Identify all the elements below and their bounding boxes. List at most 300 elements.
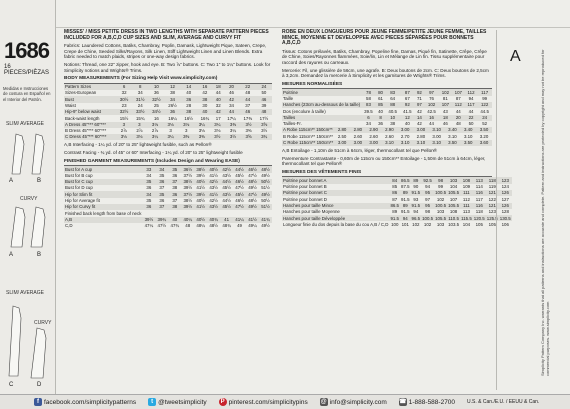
robe-value: 3.20 [479, 133, 489, 139]
yardage-value: 3⅛ [132, 134, 148, 140]
yardage-value: 3⅛ [147, 122, 163, 128]
finished-measurement-value: 41½ [246, 217, 259, 223]
yardage-value: 2⅞ [136, 128, 143, 134]
finished-measurement-value: 44½ [220, 179, 233, 185]
mesure-value: 97 [415, 102, 425, 108]
left-gutter [0, 0, 56, 409]
mesure-value: 42 [416, 108, 422, 114]
mesure-value: 40 [378, 108, 383, 114]
robe-value: 3.10 [429, 140, 445, 146]
finished-measurement-value: 40¼ [181, 217, 194, 223]
mesure-value: 43 [442, 108, 448, 114]
robe-value: 3.00 [397, 127, 413, 133]
yardage-value: 3½ [261, 128, 268, 134]
mesures-header: MESURES NORMALISÉES [282, 82, 492, 90]
finished-measurement-value: 47½ [233, 204, 246, 210]
french-finished-value: 99 [438, 184, 444, 190]
french-finished-value: 106 [501, 221, 509, 227]
body-measurement-value: 8 [132, 84, 148, 90]
view-letter-a: A [9, 178, 14, 184]
french-finished-row [282, 209, 512, 215]
finished-measurement-label: Hip for Curvy fit [64, 204, 142, 210]
finished-measurement-value: 39½ [183, 185, 192, 191]
english-notions: Notions: Thread, one 22" zipper, hook and eye. B: Two ⅞" buttons. C: Two 1" to 1¼" buttons. Look for Simplicity notions and Wrights® Trims. [64, 61, 271, 73]
finished-measurement-value: 34 [155, 166, 168, 172]
body-measurement-value: 26½ [168, 102, 177, 108]
french-finished-value: 123 [499, 177, 512, 183]
robe-value: 3.00 [413, 127, 429, 133]
finished-measurement-value: 40 [168, 217, 181, 223]
finished-measurement-row [64, 223, 272, 229]
mesure-value: 44.5 [480, 108, 489, 114]
french-finished-value: 97 [425, 196, 431, 202]
mesure-value: 87 [455, 95, 461, 101]
body-measurement-value: 36 [164, 109, 180, 115]
mesure-value: 42.5 [427, 108, 436, 114]
view-letter-a-2: A [9, 252, 14, 258]
mesure-value: 61 [378, 95, 383, 101]
body-measurement-value: 16½ [184, 115, 193, 121]
body-measurement-value: 17⅜ [243, 115, 252, 121]
finished-measurement-value: 44½ [233, 166, 246, 172]
finished-measurement-value: 38 [168, 204, 181, 210]
finished-measurement-value: 51½ [261, 185, 270, 191]
robe-value: 3.50 [476, 127, 492, 133]
body-measurement-value: 40 [186, 90, 192, 96]
body-measurement-value: 17¼ [227, 115, 236, 121]
finished-measurement-label: Hip for Average fit [65, 198, 100, 204]
twitter-link[interactable] [148, 398, 207, 406]
finished-measurement-value: 48½ [248, 198, 257, 204]
french-finished-value: 121 [486, 203, 499, 209]
french-finished-value: 105.5 [435, 215, 447, 221]
mesure-value: 107 [439, 102, 452, 108]
mesure-value: 88 [385, 102, 400, 108]
french-finished-value: 118 [475, 209, 483, 215]
mesure-label: Hanches (23cm au-dessous de la taille) [283, 102, 361, 108]
mesure-value: 85 [376, 102, 386, 108]
finished-measurement-label: Bust for A cup [64, 166, 142, 172]
finished-measurement-value: 47½ [248, 172, 257, 178]
mesure-value: 40 [404, 121, 410, 127]
finished-measurement-value: 41¼ [233, 217, 246, 223]
body-measurement-label: Hip-9" below waist [64, 109, 116, 115]
body-measurement-value: 22 [240, 84, 256, 90]
finished-measurement-value: 41¾ [259, 217, 272, 223]
body-measurement-value: 38 [197, 96, 213, 102]
french-finished-value: 101 [401, 221, 409, 227]
mesure-label: Tailles-Fr. [283, 121, 302, 127]
body-measurement-value: 40 [197, 109, 213, 115]
french-finished-value: 105 [475, 221, 483, 227]
mesure-value: 78 [361, 89, 376, 95]
french-finished-value: 114 [475, 184, 483, 190]
finished-measurement-value: 49¼ [248, 223, 257, 229]
finished-measurement-value: 38½ [181, 179, 194, 185]
french-finished-value: 103.5 [448, 221, 460, 227]
french-finished-value: 102 [436, 196, 445, 202]
french-finished-value: 108 [449, 209, 458, 215]
robe-value: 2.80 [334, 127, 350, 133]
french-finished-value: 96.5 [411, 215, 421, 221]
mesure-value: 10 [385, 115, 400, 121]
body-measurement-value: 18 [213, 84, 224, 90]
french-finished-label: Hanches pour taille Mince [282, 203, 389, 209]
finished-measurement-value: 45½ [220, 204, 233, 210]
french-finished-value: 86 [389, 190, 400, 196]
french-finished-value: 128 [501, 209, 509, 215]
mesure-value: 44 [468, 108, 474, 114]
french-finished-value: 108 [460, 177, 473, 183]
mesure-value: 34 [366, 121, 371, 127]
french-finished-row [282, 215, 512, 221]
finished-measurements-header: FINISHED GARMENT MEASUREMENTS (Includes Design and Wearing EASE) [64, 159, 272, 167]
french-finished-value: 103 [436, 221, 445, 227]
finished-measurement-value: 37½ [181, 191, 194, 197]
pinterest-link[interactable] [219, 398, 308, 406]
finished-measurement-value: 36 [142, 204, 155, 210]
body-measurement-value: 31½ [132, 96, 148, 102]
yardage-value: 3¼ [163, 134, 179, 140]
mesure-value: 97 [424, 89, 439, 95]
yardage-value: 3⅛ [116, 134, 132, 140]
robe-value: 2.80 [416, 133, 426, 139]
mesure-value: 8 [376, 115, 386, 121]
french-finished-value: 130.5 [499, 215, 511, 221]
mesure-value: 44 [455, 108, 461, 114]
facebook-text: facebook.com/simplicitypatterns [44, 398, 137, 406]
body-measurement-value: 17½ [259, 115, 269, 121]
mesure-value: 16 [424, 115, 439, 121]
french-finished-value: 116 [473, 190, 486, 196]
mesure-value: 40.5 [388, 108, 397, 114]
french-finished-value: 103 [447, 177, 460, 183]
finished-measurement-value: 36 [168, 191, 181, 197]
french-finished-value: 94 [425, 184, 431, 190]
french-finished-value: 127 [501, 196, 509, 202]
finished-measurement-value: 43½ [207, 204, 220, 210]
french-finished-value: 84 [389, 177, 400, 183]
body-measurement-value: 15¾ [135, 115, 145, 121]
french-finished-value: 100 [391, 221, 399, 227]
french-finished-label: Poitrine pour bonnet C [282, 190, 389, 196]
robe-value: 3.00 [334, 140, 350, 146]
mesure-value: 71 [416, 95, 422, 101]
yardage-value: 2⅞ [151, 128, 159, 134]
french-finished-value: 85 [392, 184, 398, 190]
finished-measurement-value: 41½ [196, 185, 205, 191]
french-finished-label: Poitrine pour bonnet D [283, 196, 327, 202]
french-finished-value: 123 [488, 209, 496, 215]
finished-measurement-value: 45½ [235, 172, 244, 178]
mesure-value: 83 [385, 89, 400, 95]
english-fabrics: Fabrics: Laundered Cottons, Batiks, Chambray, Poplin, Damask, Lightweight Pique, Sateen, Crepe, Crepe de Chine, Seeded Silks/Rayons, Silk Linen, Stiff Lightweight Linen and Linen Blends. Extra fabric needed to match plaids, stripes or one-way design fabrics. [64, 43, 267, 60]
finished-measurement-value: 41½ [194, 204, 207, 210]
mesure-value: 42 [416, 121, 422, 127]
finished-measurement-value: 49 [237, 223, 242, 229]
finished-measurement-value: 45½ [222, 185, 231, 191]
pieces-count: 16 PIECES/PIÈZAS [4, 64, 50, 76]
french-finished-label: Hanches pour taille Moyenne [283, 209, 340, 215]
body-measurement-label: Bust [64, 96, 116, 102]
french-finished-value: 104 [462, 221, 471, 227]
french-finished-value: 95 [421, 190, 434, 196]
view-label-curvy: CURVY [20, 196, 38, 202]
robe-value: 3.50 [460, 140, 476, 146]
robe-value: 3.00 [366, 140, 382, 146]
finished-measurement-value: 35 [142, 179, 155, 185]
mesure-value: 64 [390, 95, 396, 101]
view-letter-b: B [37, 178, 42, 184]
finished-measurement-value: 36½ [181, 166, 194, 172]
robe-row [282, 140, 492, 146]
yardage-value: 2⅞ [120, 128, 127, 134]
body-measurement-value: 12 [164, 84, 180, 90]
body-measurement-value: 32 [121, 90, 127, 96]
finished-measurement-value: 37 [155, 204, 168, 210]
french-finished-label: Hanches pour taille Développée [282, 215, 389, 221]
mesure-label: Dos (encolure à taille) [283, 108, 326, 114]
french-finished-value: 91.5 [390, 215, 399, 221]
finished-measurement-value: 40¾ [207, 217, 220, 223]
french-finished-value: 124 [501, 184, 509, 190]
french-finished-row [282, 221, 512, 227]
mesure-value: 92 [415, 89, 425, 95]
finished-measurement-value: 40½ [207, 166, 220, 172]
body-measurement-value: 14 [181, 84, 197, 90]
phone-link[interactable] [399, 398, 455, 406]
finished-measurement-value: 46½ [235, 198, 244, 204]
robe-value: 3.40 [445, 127, 461, 133]
finished-measurement-label: C,D [65, 223, 73, 229]
english-contrast: Contrast Facing - ¾ yd. of 45" or 60" Interfacing - 1¼ yd. of 20" to 25" lightweight fusible [64, 150, 243, 156]
finished-measurement-value: 41 [220, 217, 233, 223]
body-measurement-value: 32½ [148, 96, 164, 102]
yardage-value: 3¼ [147, 134, 163, 140]
mesure-value: 102 [439, 89, 452, 95]
mesure-value: 87 [400, 89, 415, 95]
mesure-value: 112 [465, 89, 478, 95]
french-finished-value: 91.5 [401, 196, 410, 202]
french-tissus: Tissus: Cotons prélavés, Batiks, Chambray, Popeline fine, Damas, Piqué fin, Satinette, Crêpe, Crêpe de Chine, Soies/Rayonnes flammées, Soie/lin, Lin et Mélange de Lin fin. Tissu supplémentaire pour raccord des rayures ou carreaux. [282, 48, 487, 65]
body-measurement-value: 15½ [119, 115, 129, 121]
french-finished-value: 87 [392, 196, 398, 202]
yardage-value: 3 [169, 128, 172, 134]
body-measurement-value: 30 [202, 102, 208, 108]
english-column [64, 30, 272, 229]
body-measurement-value: 46 [256, 96, 272, 102]
finished-measurement-value: 49½ [259, 191, 272, 197]
view-letter-b-2: B [37, 252, 42, 258]
body-measurement-value: 16¾ [200, 115, 210, 121]
finished-measurement-value: 38 [172, 185, 178, 191]
pattern-number: 1686 [4, 38, 49, 63]
french-mercerie: Mercerie: Fil, une glissière de 56cm, une agrafe. B: Deux boutons de 2cm. C: Deux boutons de 2,5cm à 3,2cm. Demandez la mercerie à Simplicity et les garnitures de Wrights® Trims. [282, 67, 489, 79]
mesure-value: 92 [400, 102, 415, 108]
body-measurement-value: 34½ [148, 109, 164, 115]
robe-value: 2.80 [350, 127, 366, 133]
twitter-text: @tweetsimplicity [158, 398, 207, 406]
french-finished-value: 126 [499, 190, 512, 196]
mesure-value: 52 [482, 121, 488, 127]
mesure-label: Tailles [282, 115, 361, 121]
body-measurement-value: 23 [121, 102, 127, 108]
french-finished-value: 95 [421, 203, 434, 209]
robe-value: 2.60 [369, 133, 378, 139]
yardage-value: 3½ [241, 122, 257, 128]
view-letter-d: D [37, 382, 42, 388]
mesure-value: 76 [429, 95, 434, 101]
french-finished-value: 89 [400, 203, 411, 209]
body-measurement-value: 16¼ [168, 115, 177, 121]
finished-measurement-value: 40½ [194, 217, 207, 223]
robe-value: 3.10 [397, 140, 413, 146]
french-column [282, 29, 511, 228]
body-measurement-value: 42 [213, 109, 224, 115]
french-finished-row [282, 177, 512, 183]
finished-measurement-value: 48 [185, 223, 191, 229]
dress-front-slim [10, 132, 48, 176]
finished-measurement-value: 38½ [194, 166, 207, 172]
mesure-value: 38 [390, 121, 396, 127]
body-measurement-value: 34 [137, 90, 143, 96]
french-finished-value: 102 [423, 221, 432, 227]
finished-measurement-value: 48¾ [222, 223, 231, 229]
robe-label: A Robe 115cm** 150cm** [283, 127, 333, 133]
robe-value: 3.50 [445, 140, 461, 146]
email-link[interactable] [320, 398, 387, 406]
yardage-value: 3 [132, 122, 148, 128]
body-measurement-value: 36 [181, 96, 197, 102]
french-finished-value: 107 [449, 196, 458, 202]
yardage-value: 3 [116, 122, 132, 128]
yardage-value: 3¼ [229, 128, 236, 134]
email-icon: @ [320, 399, 327, 405]
finished-measurement-value: 43½ [222, 172, 231, 178]
french-finished-value: 90 [413, 184, 419, 190]
body-measurement-value: 24 [256, 84, 272, 90]
robe-value: 2.90 [382, 127, 398, 133]
body-measurement-value: 50 [261, 90, 267, 96]
robe-value: 3.00 [350, 140, 366, 146]
finished-measurement-value: 39¾ [155, 217, 168, 223]
finished-measurement-value: 48¼ [196, 223, 205, 229]
finished-measurement-label: A,B [64, 217, 142, 223]
french-finished-value: 91.5 [411, 202, 421, 208]
finished-measurement-value: 40½ [196, 198, 205, 204]
french-title: ROBE EN DEUX LONGUEURS POUR JEUNE FEMME/PETITE JEUNE FEMME, TAILLES MINCE, MOYENNE ET DEVELOPPEE AVEC PIECES SÉPARÉES POUR BONNETS A,B,C,D [282, 29, 487, 47]
mesure-value: 46 [442, 121, 448, 127]
mesure-value: 48 [455, 121, 461, 127]
finished-measurement-label: Finished back length from base of neck [65, 210, 142, 216]
body-measurement-value: 16 [197, 84, 213, 90]
yardage-value: 3⅜ [225, 122, 241, 128]
social-footer [0, 394, 570, 409]
french-finished-value: 86.5 [390, 202, 399, 208]
pinterest-text: pinterest.com/simplicitypins [228, 398, 308, 406]
french-finished-value: 89 [400, 190, 411, 196]
finished-measurement-value: 51½ [259, 204, 272, 210]
finished-measurement-value: 38½ [183, 198, 192, 204]
robe-value: 3.10 [413, 140, 429, 146]
mesure-value: 94 [468, 95, 474, 101]
body-measurement-value: 20 [223, 84, 239, 90]
body-measurement-value: 38 [181, 109, 197, 115]
finished-measurement-value: 49½ [248, 185, 257, 191]
finished-measurement-value: 49½ [261, 223, 270, 229]
finished-measurement-value: 33 [142, 166, 155, 172]
finished-measurement-value: 36 [155, 179, 168, 185]
finished-measurement-value: 48½ [209, 223, 218, 229]
mesure-value: 81 [442, 95, 448, 101]
finished-measurement-value: 37 [159, 185, 165, 191]
body-measurement-value: 42 [223, 96, 239, 102]
french-finished-value: 116 [473, 203, 486, 209]
yardage-label: A Dress 45"*** 60"*** [64, 122, 116, 128]
french-finished-value: 100.5 [435, 190, 447, 196]
body-measurement-value: 44 [215, 90, 221, 96]
finished-measurement-label: Bust for B cup [65, 172, 93, 178]
finished-measurement-value: 49½ [246, 204, 259, 210]
body-measurement-value: 16 [153, 115, 159, 121]
body-measurement-value: 39 [261, 102, 267, 108]
body-measurement-value: 46 [229, 90, 234, 96]
mesure-value: 83 [361, 102, 376, 108]
view-label-slim-average: SLIM/ AVERAGE [6, 121, 44, 127]
yardage-value: 3 [184, 128, 188, 134]
mesure-value: 44 [429, 121, 434, 127]
robe-value: 3.10 [429, 127, 445, 133]
french-entoilage: A,B Entoilage - 1,10m de 51cm à 64cm, léger, thermocollant tel que Pellon® [282, 148, 438, 154]
french-finished-value: 105.5 [448, 190, 460, 196]
robe-value: 3.60 [476, 140, 492, 146]
french-finished-table [282, 177, 512, 227]
finished-measurement-value: 47¼ [144, 223, 154, 229]
french-finished-value: 87.5 [401, 184, 410, 190]
robe-value: 3.40 [460, 127, 476, 133]
french-finished-value: 111 [460, 203, 473, 209]
mesure-value: 6 [361, 115, 376, 121]
french-finished-value: 89 [411, 177, 422, 183]
size-range-letter: A [510, 48, 521, 65]
twitter-icon: t [148, 398, 156, 406]
facebook-link[interactable] [34, 398, 136, 406]
mesure-value: 102 [424, 102, 439, 108]
finished-measurement-value: 43½ [220, 191, 233, 197]
phone-icon: ☎ [399, 399, 407, 405]
body-measurement-value: 42 [202, 90, 208, 96]
mesure-value: 107 [452, 89, 465, 95]
french-finished-row [282, 184, 512, 190]
french-finished-value: 125.5 [486, 215, 498, 221]
french-finished-value: 119 [488, 184, 496, 190]
robe-value: 3.10 [463, 133, 473, 139]
finished-measurement-value: 47½ [157, 223, 167, 229]
french-finished-value: 91.5 [401, 209, 410, 215]
robe-value: 3.10 [448, 133, 457, 139]
finished-measurement-value: 35 [159, 172, 165, 178]
french-finished-value: 100.5 [435, 202, 447, 208]
finished-measurement-label: Hip for Slim fit [64, 191, 142, 197]
french-finished-value: 122 [488, 196, 496, 202]
finished-measurements-table [64, 166, 272, 229]
mesure-value: 39.5 [364, 108, 373, 114]
mesure-value: 20 [452, 115, 465, 121]
yardage-value: 3⅛ [178, 122, 194, 128]
yardage-value: 3⅜ [178, 134, 194, 140]
body-measurements-header: BODY MEASUREMENTS (For Sizing Help Visit www.simplicity.com) [64, 76, 272, 84]
french-finished-value: 103 [436, 209, 445, 215]
